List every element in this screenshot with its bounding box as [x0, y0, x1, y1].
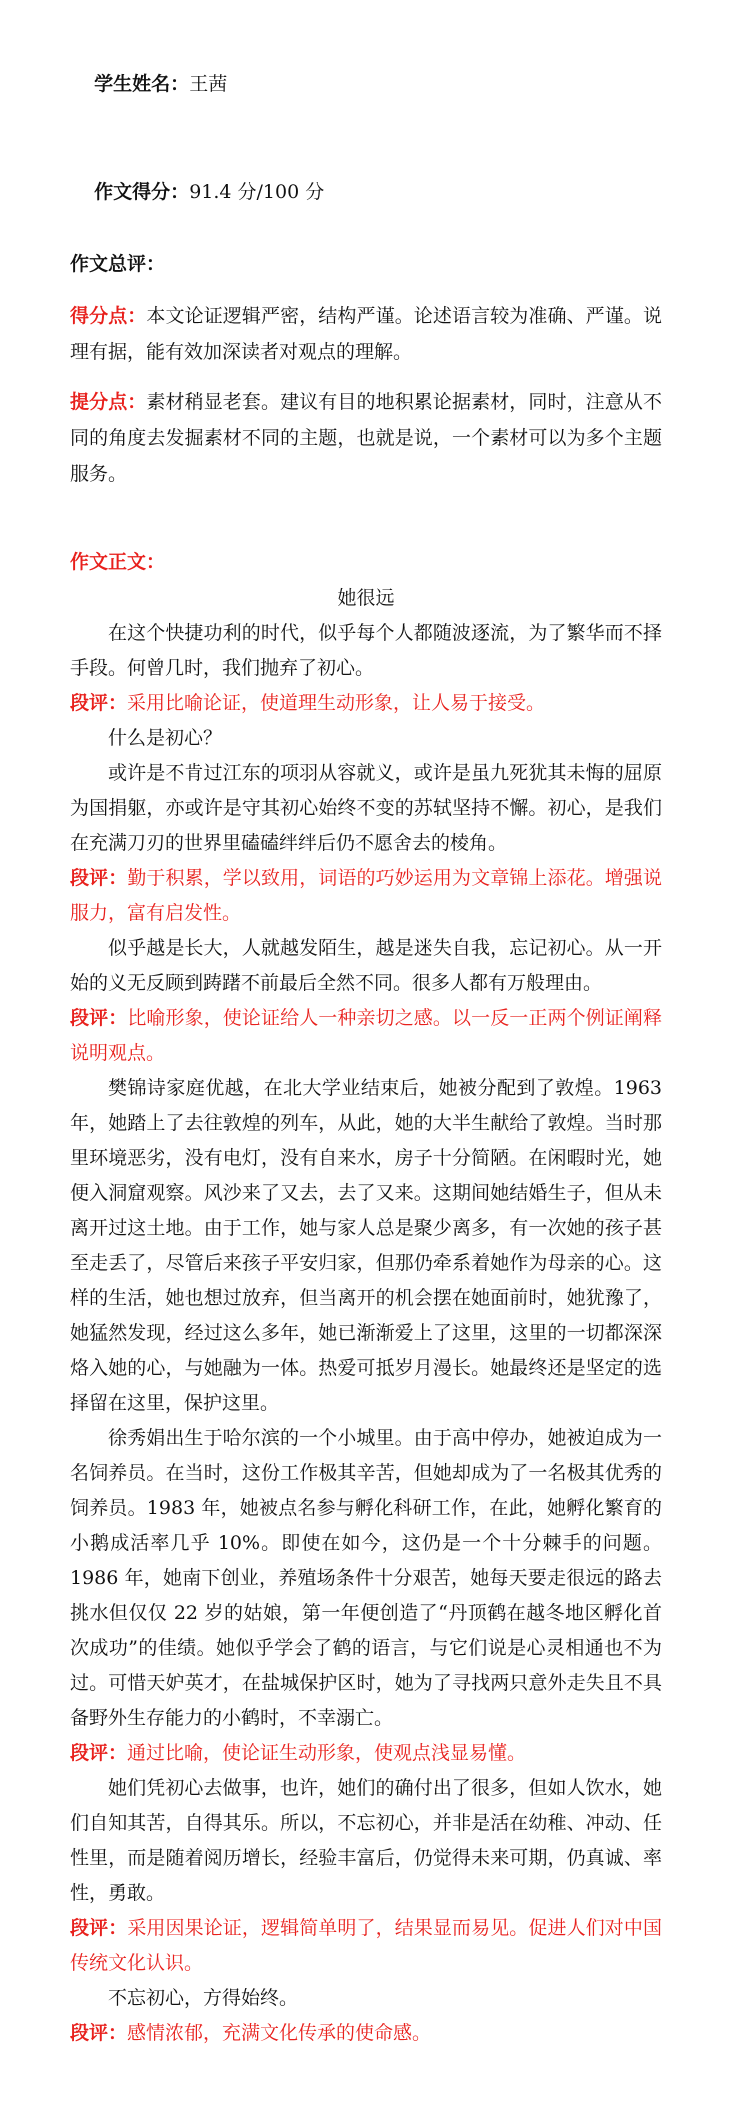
paragraph-comment	[70, 1736, 662, 1771]
student-name-line	[70, 30, 662, 138]
comment-tag: 段评：	[70, 867, 128, 889]
comment-text: 采用比喻论证，使道理生动形象，让人易于接受。	[127, 692, 546, 714]
score-line	[70, 138, 662, 246]
essay-paragraph: 徐秀娟出生于哈尔滨的一个小城里。由于高中停办，她被迫成为一名饲养员。在当时，这份工作极其辛苦，但她却成为了一名极其优秀的饲养员。1983 年，她被点名参与孵化科研工作，在此，她孵化繁育的小鹅成活率几乎 10%。即使在如今，这仍是一个十分棘手的问题。1986 年，她南下创业，养殖场条件十分艰苦，她每天要走很远的路去挑水但仅仅 22 岁的姑娘，第一年便创造了“丹顶鹤在越冬地区孵化首次成功”的佳绩。她似乎学会了鹤的语言，与它们说是心灵相通也不为过。可惜天妒英才，在盐城保护区时，她为了寻找两只意外走失且不具备野外生存能力的小鹤时，不幸溺亡。	[70, 1427, 662, 1729]
comment-tag: 段评：	[70, 1917, 128, 1939]
comment-text: 采用因果论证，逻辑简单明了，结果显而易见。促进人们对中国传统文化认识。	[70, 1917, 662, 1974]
essay-paragraph: 在这个快捷功利的时代，似乎每个人都随波逐流，为了繁华而不择手段。何曾几时，我们抛弃了初心。	[70, 622, 662, 679]
essay-paragraph: 什么是初心？	[108, 727, 223, 749]
student-name-value: 王茜	[189, 73, 228, 95]
essay-body	[70, 616, 662, 2051]
improvement-tag: 提分点：	[70, 391, 147, 413]
essay-paragraph: 不忘初心，方得始终。	[108, 1987, 299, 2009]
paragraph-comment	[70, 1001, 662, 1071]
comment-text: 通过比喻，使论证生动形象，使观点浅显易懂。	[127, 1742, 527, 1764]
strength-tag: 得分点：	[70, 305, 147, 327]
improvement-text: 素材稍显老套。建议有目的地积累论据素材，同时，注意从不同的角度去发掘素材不同的主题，也就是说，一个素材可以为多个主题服务。	[70, 391, 662, 485]
essay-paragraph: 或许是不肯过江东的项羽从容就义，或许是虽九死犹其未悔的屈原为国捐躯，亦或许是守其初心始终不变的苏轼坚持不懈。初心，是我们在充满刀刃的世界里磕磕绊绊后仍不愿舍去的棱角。	[70, 762, 662, 854]
paragraph-comment	[70, 686, 662, 721]
improvement-review	[70, 384, 662, 492]
comment-text: 比喻形象，使论证给人一种亲切之感。以一反一正两个例证阐释说明观点。	[70, 1007, 662, 1064]
student-name-label: 学生姓名：	[94, 73, 190, 95]
strength-review	[70, 298, 662, 370]
comment-text: 勤于积累，学以致用，词语的巧妙运用为文章锦上添花。增强说服力，富有启发性。	[70, 867, 662, 924]
comment-text: 感情浓郁，充满文化传承的使命感。	[127, 2022, 432, 2044]
paragraph-comment	[70, 861, 662, 931]
essay-paragraph: 似乎越是长大，人就越发陌生，越是迷失自我，忘记初心。从一开始的义无反顾到踌躇不前最后全然不同。很多人都有万般理由。	[70, 937, 662, 994]
overall-review-label: 作文总评：	[70, 253, 166, 275]
comment-tag: 段评：	[70, 1742, 128, 1764]
comment-tag: 段评：	[70, 2022, 128, 2044]
paragraph-comment	[70, 2016, 662, 2051]
paragraph-comment	[70, 1911, 662, 1981]
essay-paragraph: 她们凭初心去做事，也许，她们的确付出了很多，但如人饮水，她们自知其苦，自得其乐。所以，不忘初心，并非是活在幼稚、冲动、任性里，而是随着阅历增长，经验丰富后，仍觉得未来可期，仍真诚、率性，勇敢。	[70, 1777, 662, 1904]
essay-title: 她很远	[337, 587, 395, 609]
comment-tag: 段评：	[70, 692, 128, 714]
score-label: 作文得分：	[94, 181, 190, 203]
score-value: 91.4 分/100 分	[189, 181, 325, 203]
strength-text: 本文论证逻辑严密，结构严谨。论述语言较为准确、严谨。说理有据，能有效加深读者对观点的理解。	[70, 305, 662, 363]
essay-paragraph: 樊锦诗家庭优越，在北大学业结束后，她被分配到了敦煌。1963年，她踏上了去往敦煌的列车，从此，她的大半生献给了敦煌。当时那里环境恶劣，没有电灯，没有自来水，房子十分简陋。在闲暇时光，她便入洞窟观察。风沙来了又去，去了又来。这期间她结婚生子，但从未离开过这土地。由于工作，她与家人总是聚少离多，有一次她的孩子甚至走丢了，尽管后来孩子平安归家，但那仍牵系着她作为母亲的心。这样的生活，她也想过放弃，但当离开的机会摆在她面前时，她犹豫了，她猛然发现，经过这么多年，她已渐渐爱上了这里，这里的一切都深深烙入她的心，与她融为一体。热爱可抵岁月漫长。她最终还是坚定的选择留在这里，保护这里。	[70, 1077, 662, 1414]
essay-section-label: 作文正文：	[70, 551, 166, 573]
comment-tag: 段评：	[70, 1007, 128, 1029]
